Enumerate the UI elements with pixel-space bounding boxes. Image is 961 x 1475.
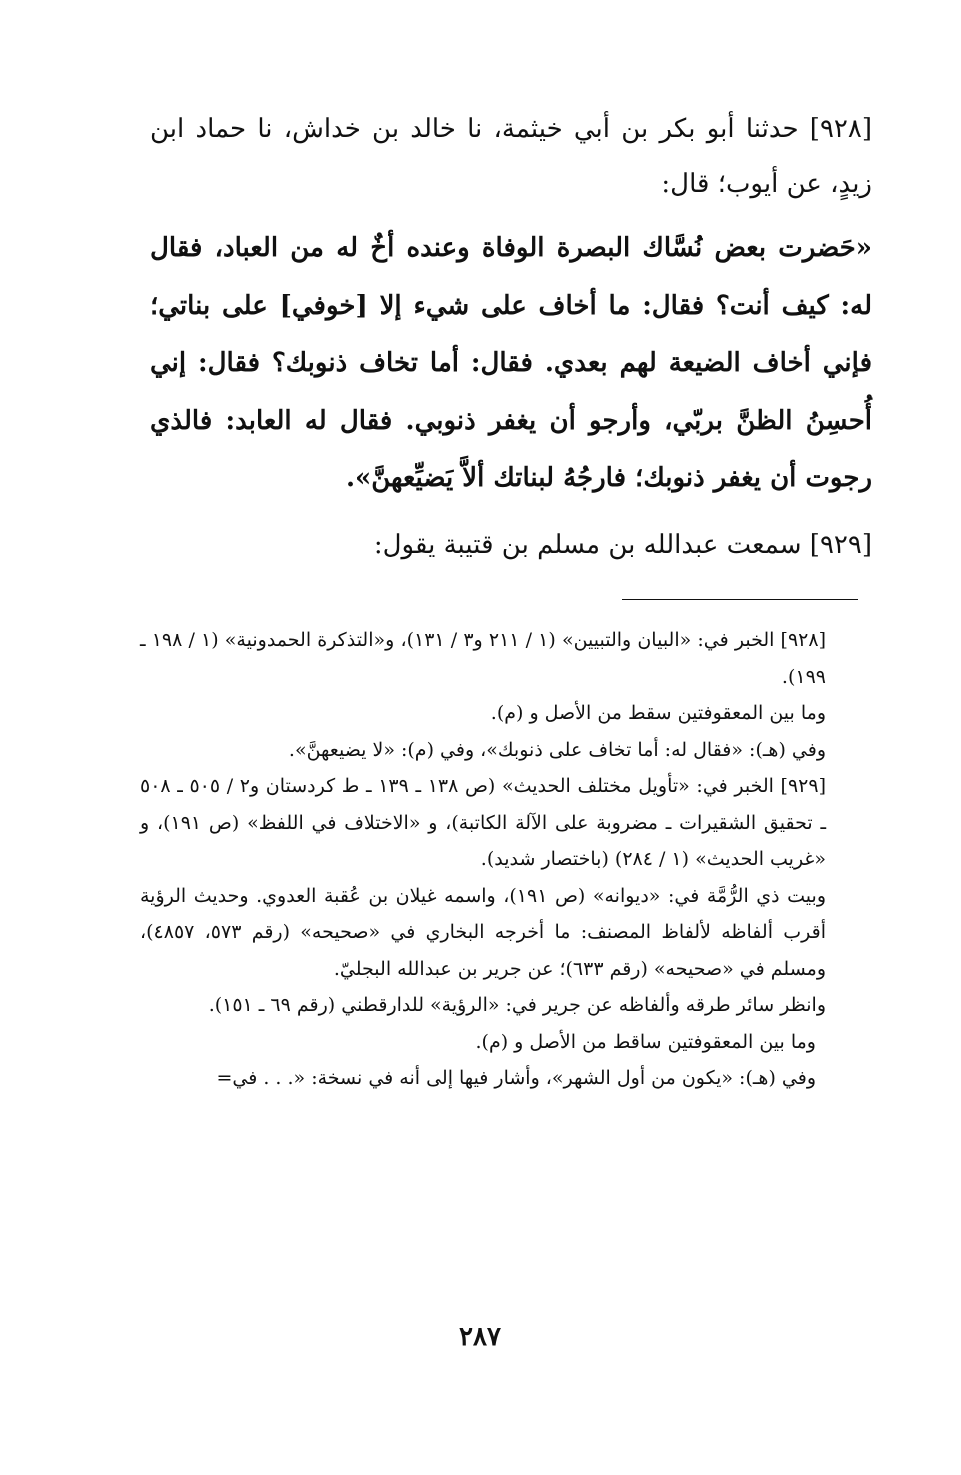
footnote-928-brackets: وما بين المعقوفتين سقط من الأصل و (م). bbox=[490, 702, 826, 724]
entry-929-intro: [٩٢٩] سمعت عبدالله بن مسلم بن قتيبة يقول: bbox=[373, 529, 872, 560]
footnote-929-routes: وانظر سائر طرقه وألفاظه عن جرير في: «الرؤية» للدارقطني (رقم ٦٩ ـ ١٥١). bbox=[208, 994, 826, 1016]
footnote-929-verse: وبيت ذي الرُّمَّة في: «ديوانه» (ص ١٩١)، واسمه غيلان بن عُقبة العدوي. وحديث الرؤية أقرب ألفاظه لألفاظ المصنف: ما أخرجه البخاري في «صحيحه» (رقم ٥٧٣، ٤٨٥٧)، ومسلم في «صحيحه» (رقم ٦٣٣)؛ عن جرير بن عبدالله البجليّ. bbox=[140, 884, 827, 980]
main-text bbox=[150, 102, 872, 573]
footnote-928-variant: وفي (هـ): «فقال له: أما تخاف على ذنوبك»، وفي (م): «لا يضيعهنَّ». bbox=[288, 738, 826, 761]
footnotes bbox=[140, 622, 872, 1097]
footnote-929-source: [٩٢٩] الخبر في: «تأويل مختلف الحديث» (ص ١٣٨ ـ ١٣٩ ـ ط كردستان و٢ / ٥٠٥ ـ ٥٠٨ ـ تحقيق الشقيرات ـ مضروبة على الآلة الكاتبة)، و «الاختلاف في اللفظ» (ص ١٩١)، و «غريب الحديث» (١ / ٢٨٤) (باختصار شديد). bbox=[140, 775, 827, 870]
entry-928-quote: «حَضرت بعض نُسَّاك البصرة الوفاة وعنده أخٌ له من العباد، فقال له: كيف أنت؟ فقال: ما أخاف على شيء إلا [خوفي] على بناتي؛ فإني أخاف الضيعة لهم بعدي. فقال: أما تخاف ذنوبك؟ فقال: إني أُحسِنُ الظنَّ بربّي، وأرجو أن يغفر ذنوبي. فقال له العابد: فالذي رجوت أن يغفر ذنوبك؛ فارجُهُ لبناتك ألاَّ يَضيِّعهنَّ». bbox=[150, 233, 872, 493]
footnote-929-brackets: وما بين المعقوفتين ساقط من الأصل و (م). bbox=[475, 1030, 816, 1053]
page-number: ٢٨٧ bbox=[459, 1322, 501, 1352]
entry-928-intro: [٩٢٨] حدثنا أبو بكر بن أبي خيثمة، نا خالد بن خداش، نا حماد ابن زيدٍ، عن أيوب؛ قال: bbox=[150, 114, 872, 199]
footnote-928-source: [٩٢٨] الخبر في: «البيان والتبيين» (١ / ٢١١ و٣ / ١٣١)، و«التذكرة الحمدونية» (١ / ١٩٨ ـ ١٩٩). bbox=[140, 629, 827, 688]
footnote-929-variant: وفي (هـ): «يكون من أول الشهر»، وأشار فيها إلى أنه في نسخة: «. . . في= bbox=[216, 1067, 816, 1089]
footnote-separator bbox=[622, 599, 858, 600]
